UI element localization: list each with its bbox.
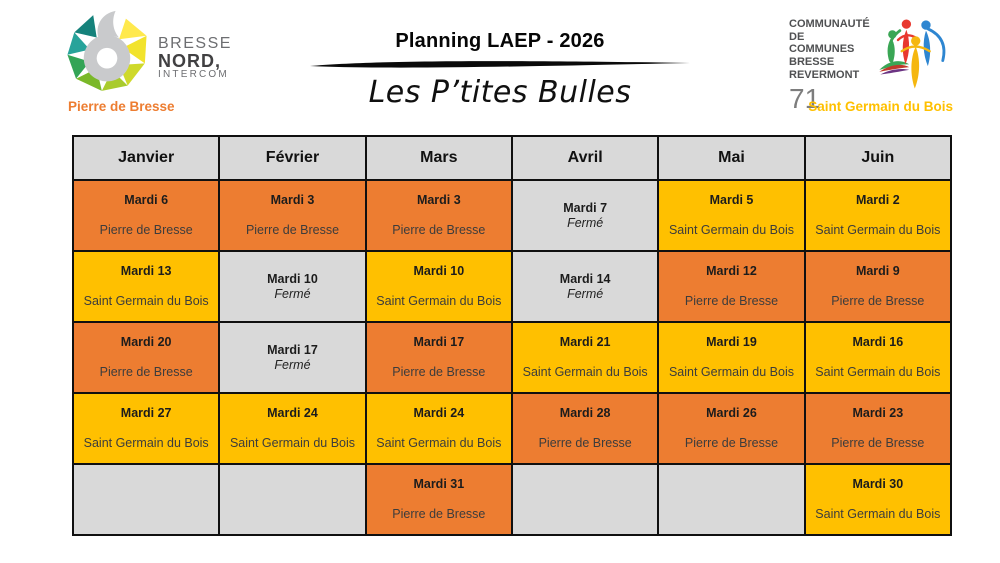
calendar-cell [658,180,804,251]
cell-date: Mardi 27 [120,406,172,420]
cell-date: Mardi 19 [706,335,757,349]
calendar-cell [658,393,804,464]
cell-date: Mardi 9 [855,264,900,278]
table-row [73,322,951,393]
brush-stroke-underline-icon [308,59,692,71]
header-center [250,30,750,110]
cell-date: Mardi 10 [413,264,465,278]
cell-location: Pierre de Bresse [684,294,779,308]
dancing-figures-icon [876,12,954,96]
month-header-mars: Mars [366,136,512,180]
cell-date: Mardi 21 [559,335,611,349]
cell-location: Pierre de Bresse [99,365,193,379]
calendar-cell [73,180,219,251]
calendar-cell [658,322,804,393]
month-header-janvier: Janvier [73,136,219,180]
cell-location: Fermé [567,216,604,230]
month-header-avril: Avril [512,136,658,180]
calendar-cell [366,251,512,322]
cell-location: Saint Germain du Bois [668,365,794,379]
page-subtitle: Les P’tites Bulles [368,75,632,110]
cell-location: Saint Germain du Bois [83,294,209,308]
calendar-cell [512,393,658,464]
calendar-cell [512,251,658,322]
cell-location: Saint Germain du Bois [83,436,209,450]
cell-date: Mardi 17 [267,343,318,357]
cell-location: Pierre de Bresse [392,365,486,379]
cell-location: Pierre de Bresse [831,436,925,450]
cell-location: Pierre de Bresse [99,223,193,237]
calendar-cell [366,180,512,251]
cell-location: Pierre de Bresse [392,223,486,237]
cell-location: Pierre de Bresse [684,436,779,450]
cell-date: Mardi 28 [559,406,611,420]
cell-date: Mardi 12 [706,264,757,278]
calendar-cell [805,180,951,251]
calendar-cell [219,322,365,393]
cell-location: Saint Germain du Bois [815,365,941,379]
label-saint-germain-du-bois: Saint Germain du Bois [808,99,953,114]
calendar-cell [366,393,512,464]
cell-date: Mardi 16 [852,335,904,349]
cell-location: Pierre de Bresse [392,507,486,521]
cell-date: Mardi 24 [267,406,318,420]
calendar-cell [805,393,951,464]
cell-location: Pierre de Bresse [245,223,340,237]
calendar-cell [805,464,951,535]
cell-location: Fermé [274,287,311,301]
cell-location: Saint Germain du Bois [376,294,502,308]
calendar-cell [73,251,219,322]
cell-date: Mardi 6 [124,193,169,207]
month-header-row [73,136,951,180]
calendar-cell [219,180,365,251]
cell-date: Mardi 17 [413,335,465,349]
bni-line3: INTERCOM [158,69,229,81]
cell-location: Saint Germain du Bois [376,436,502,450]
month-header-fevrier: Février [219,136,365,180]
calendar-cell [219,251,365,322]
ccbr-line4: REVERMONT [789,68,860,81]
pinwheel-logo-icon [64,10,150,96]
ccbr-line2: COMMUNES [789,43,855,56]
cell-location: Saint Germain du Bois [815,507,941,521]
cell-location: Saint Germain du Bois [815,223,941,237]
calendar-cell [366,322,512,393]
calendar-cell [512,464,658,535]
table-row [73,180,951,251]
bni-logo-text [158,26,232,81]
cell-date: Mardi 13 [120,264,172,278]
calendar-cell [658,251,804,322]
calendar-cell [73,322,219,393]
month-header-juin: Juin [805,136,951,180]
cell-location: Saint Germain du Bois [668,223,794,237]
cell-date: Mardi 31 [413,477,465,491]
calendar-cell [512,322,658,393]
bresse-nord-intercom-logo [64,10,232,96]
planning-table [72,135,952,536]
calendar-cell [219,464,365,535]
cell-date: Mardi 30 [852,477,904,491]
ccbr-line1: COMMUNAUTÉ DE [789,18,870,43]
cell-location: Saint Germain du Bois [229,436,356,450]
cell-location: Saint Germain du Bois [522,365,648,379]
calendar-cell [366,464,512,535]
calendar-cell [512,180,658,251]
table-row [73,393,951,464]
cell-location: Fermé [274,358,311,372]
cell-date: Mardi 2 [855,193,900,207]
month-header-mai: Mai [658,136,804,180]
cell-location: Pierre de Bresse [538,436,632,450]
cell-location: Fermé [567,287,604,301]
calendar-cell [73,464,219,535]
cell-date: Mardi 3 [270,193,315,207]
label-pierre-de-bresse: Pierre de Bresse [68,99,175,114]
cell-location: Pierre de Bresse [831,294,925,308]
page-title: Planning LAEP - 2026 [395,30,605,52]
ccbr-department-number: 71 [789,83,821,115]
calendar-cell [805,322,951,393]
table-row [73,464,951,535]
cell-date: Mardi 14 [559,272,611,286]
calendar-cell [73,393,219,464]
cell-date: Mardi 24 [413,406,465,420]
cell-date: Mardi 7 [563,201,608,215]
cell-date: Mardi 26 [706,406,757,420]
calendar-cell [219,393,365,464]
cell-date: Mardi 3 [416,193,461,207]
table-row [73,251,951,322]
cell-date: Mardi 23 [852,406,904,420]
ccbr-line3: BRESSE [789,55,835,68]
cell-date: Mardi 5 [709,193,754,207]
bni-line1: BRESSE [158,34,232,52]
calendar-cell [658,464,804,535]
cell-date: Mardi 10 [267,272,318,286]
bni-line2: NORD, [158,50,221,71]
calendar-cell [805,251,951,322]
cell-date: Mardi 20 [120,335,172,349]
